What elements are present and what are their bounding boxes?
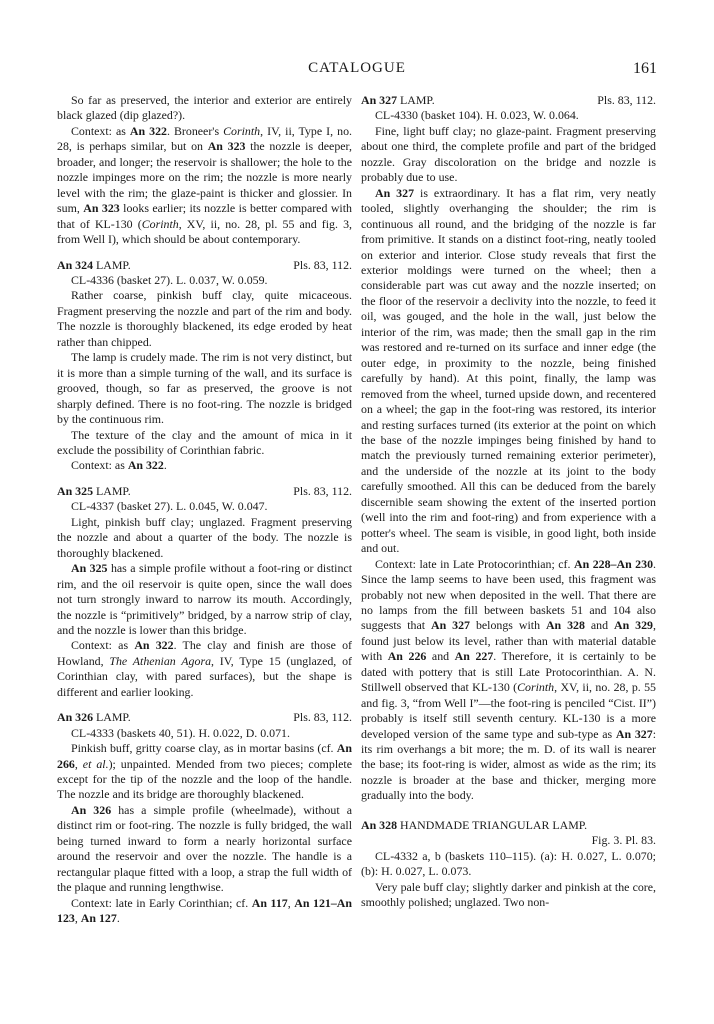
entry-heading-an-326: An 326 LAMP. Pls. 83, 112. (57, 710, 352, 725)
entry-description: Fine, light buff clay; no glaze-paint. Fragment preserving about one third, the complete profile and part of the bridged nozzle. Gray discoloration on the bridge and nozzle is probably due to use. (361, 123, 656, 185)
entry-reference: CL-4333 (baskets 40, 51). H. 0.022, D. 0.071. (71, 725, 290, 740)
entry-discussion: An 325 has a simple profile without a foot-ring or distinct rim, and the oil reservoir is quite open, since the wall does not turn strongly inward to narrow its mouth. Accordingly, the nozzle is “primitively” bridged, by a narrow strip of clay, and the nozzle is lower than this bridge. (57, 561, 352, 637)
entry-context: Context: late in Early Corinthian; cf. An 117, An 121–An 123, An 127. (57, 895, 352, 926)
entry-description: Pinkish buff, gritty coarse clay, as in mortar basins (cf. An 266, et al.); unpainted. Mended from two pieces; complete except for the tip of the nozzle and the loop of the handle. The nozzle and its bridge are thoroughly blackened. (57, 741, 353, 802)
header-title: CATALOGUE (308, 60, 406, 76)
entry-context: Context: as An 322. The clay and finish are those of Howland, The Athenian Agora, IV, Type 15 (unglazed, of Corinthian clay, with pared surfaces), but the shape is different and earlier looking. (57, 638, 352, 699)
entry-reference: CL-4330 (basket 104). H. 0.023, W. 0.064. (375, 108, 579, 123)
entry-discussion: The lamp is crudely made. The rim is not very distinct, but it is more than a simple turning of the wall, and its surface is grooved, though, so far as preserved, the groove is not sharply defined. There is no foot-ring. The nozzle is bridged by the continuous rim. (57, 350, 352, 427)
entry-context: Context: late in Late Protocorinthian; cf. An 228–An 230. Since the lamp seems to have been used, this fragment was probably not new when deposited in the well. That there are no lamps from the fill between baskets 51 and 104 also suggests that An 327 belongs with An 328 and An 329, found just below its level, rather than with material datable with An 226 and An 227. Therefore, it is certainly to be dated with pottery that is still Late Protocorinthian. A. N. Stillwell observed that KL-130 (Corinth, XV, ii, no. 28, p. 55 and fig. 3, “from Well I”—the foot-ring is penciled “Cist. II”) probably is itself still seventh century. KL-130 is a more developed version of the same type and sub-type as An 327: its rim overhangs a bit more; the m. D. of its wall is nearer the base; its foot-ring is wider, almost as wide as the rim; its nozzle is broader at the base and thicker, merging more gradually into the body. (361, 556, 657, 803)
intro-paragraph: So far as preserved, the interior and exterior are entirely black glazed (dip glazed?). (57, 93, 352, 123)
running-header (0, 60, 714, 80)
entry-plates: Pls. 83, 112. (293, 483, 352, 498)
entry-plates: Pls. 83, 112. (597, 93, 656, 107)
entry-description: Rather coarse, pinkish buff clay, quite micaceous. Fragment preserving the nozzle and part of the rim and body. The nozzle is thoroughly blackened, its edge eroded by heat rather than chipped. (57, 288, 352, 349)
intro-context: Context: as An 322. Broneer's Corinth, IV, ii, Type I, no. 28, is perhaps similar, but on An 323 the nozzle is deeper, broader, and longer; the reservoir is shallower; the hole to the nozzle impinges more on the rim; the nozzle is more nearly level with the rim; the glaze-paint is thicker and glossier. In sum, An 323 looks earlier; its nozzle is better compared with that of KL-130 (Corinth, XV, ii, no. 28, pl. 55 and fig. 3, from Well I), which should be about contemporary. (57, 123, 353, 247)
left-column (57, 93, 352, 927)
entry-context: Context: as An 322. (71, 458, 167, 473)
entry-reference: CL-4332 a, b (baskets 110–115). (a): H. 0.027, L. 0.070; (b): H. 0.027, L. 0.073. (361, 848, 656, 879)
page-number: 161 (633, 60, 657, 77)
entry-heading-an-327: An 327 LAMP. Pls. 83, 112. (361, 93, 656, 107)
entry-description: Very pale buff clay; slightly darker and pinkish at the core, smoothly polished; unglazed. Two non- (361, 879, 656, 910)
entry-plates: Pls. 83, 112. (293, 257, 352, 272)
entry-discussion: The texture of the clay and the amount of mica in it exclude the possibility of Corinthian fabric. (57, 427, 352, 457)
entry-heading-an-325: An 325 LAMP. Pls. 83, 112. (57, 483, 352, 498)
entry-plates: Fig. 3. Pl. 83. (591, 833, 656, 848)
entry-description: Light, pinkish buff clay; unglazed. Fragment preserving the nozzle and about a quarter of the body. The nozzle is thoroughly blackened. (57, 514, 352, 560)
entry-plates: Pls. 83, 112. (293, 710, 352, 725)
entry-reference: CL-4336 (basket 27). L. 0.037, W. 0.059. (71, 272, 268, 287)
entry-heading-an-328: An 328 HANDMADE TRIANGULAR LAMP. (361, 817, 588, 832)
entry-reference: CL-4337 (basket 27). L. 0.045, W. 0.047. (71, 499, 268, 514)
entry-discussion: An 326 has a simple profile (wheelmade), without a distinct rim or foot-ring. The nozzle is fully bridged, the wall being turned inward to form a nearly horizontal surface around the reservoir and over the nozzle. The handle is a rectangular plaque fitted with a loop, a strap the full width of the plaque and running lengthwise. (57, 802, 352, 895)
entry-heading-an-324: An 324 LAMP. Pls. 83, 112. (57, 257, 352, 272)
entry-discussion: An 327 is extraordinary. It has a flat rim, very neatly tooled, slightly overhanging the shoulder; the rim is continuous all round, and the bridging of the nozzle is far from primitive. It stands on a distinct foot-ring, neatly tooled on exterior and interior. Close study reveals that first the exterior moldings were turned on the wheel; then a considerable part was cut away and the nozzle inserted; on the floor of the reservoir a declivity into the nozzle, to feed it oil, was gouged, and the hole in the wall, just below the interior of the rim, was made; then the small gap in the rim was restored and re-turned on its surface and inner edge (the outer edge, in proximity to the nozzle, being finished carefully by hand). At this point, finally, the lamp was removed from the wheel, turned upside down, and recentered on a wheel; the gap in the foot-ring was restored, its interior and resting surfaces turned (its exterior at the point on which the base of the nozzle impinges being finished by hand to match the previously turned remaining exterior perimeter), and the underside of the nozzle at its joint to the body carefully smoothed. All this can be deduced from the barely discernible seam showing the extent of the inserted portion (well into the rim and foot-ring) and from experience with a potter's wheel. The seam is visible, in good light, both inside and out. (361, 185, 656, 556)
right-column (361, 93, 656, 911)
